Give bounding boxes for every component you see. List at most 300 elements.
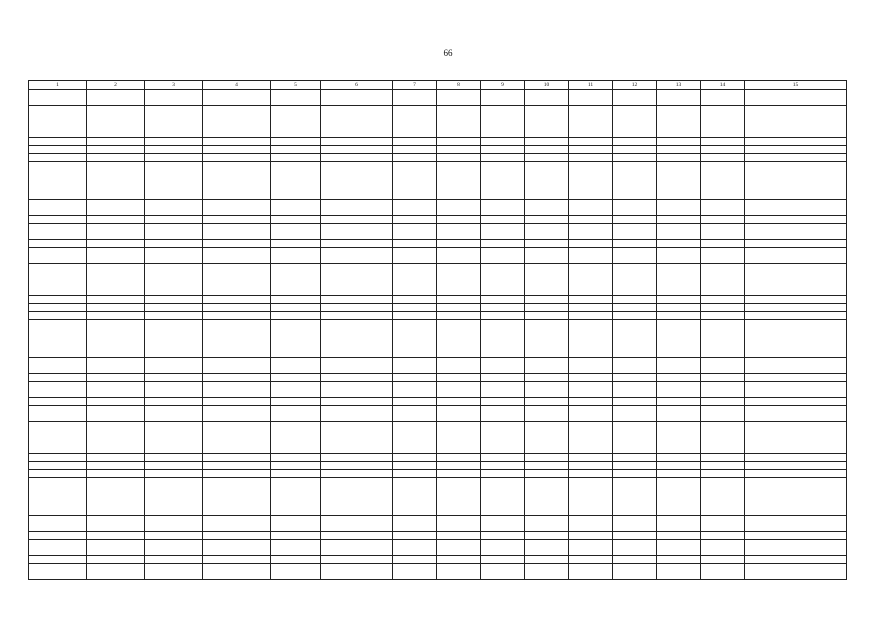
table-cell [271,374,321,382]
table-cell [525,564,569,580]
table-cell [569,540,613,556]
table-cell [145,296,203,304]
table-cell [87,358,145,374]
table-cell [481,304,525,312]
table-cell [393,296,437,304]
table-cell [569,516,613,532]
table-cell [481,406,525,422]
table-cell [271,304,321,312]
table-cell [321,154,393,162]
table-cell [613,564,657,580]
table-cell [657,516,701,532]
table-cell [745,532,847,540]
table-cell [271,406,321,422]
table-cell [613,540,657,556]
table-cell [393,248,437,264]
table-cell [393,358,437,374]
table-cell [745,422,847,454]
table-cell [701,556,745,564]
table-cell [613,224,657,240]
table-cell [525,200,569,216]
table-cell [393,406,437,422]
table-cell [613,240,657,248]
table-cell [525,422,569,454]
table-cell [393,312,437,320]
table-cell [29,398,87,406]
table-cell [393,470,437,478]
table-cell [525,240,569,248]
table-cell [745,478,847,516]
table-cell [569,304,613,312]
table-cell [613,162,657,200]
table-row [29,422,847,454]
table-cell [701,216,745,224]
column-number-10: 10 [525,81,569,90]
table-cell [657,374,701,382]
table-cell [613,296,657,304]
table-cell [321,374,393,382]
table-cell [393,154,437,162]
table-cell [437,382,481,398]
table-cell [481,374,525,382]
table-cell [29,540,87,556]
table-cell [393,162,437,200]
table-cell [203,106,271,138]
table-cell [701,532,745,540]
table-cell [701,470,745,478]
table-cell [321,200,393,216]
column-number-7: 7 [393,81,437,90]
table-cell [271,532,321,540]
table-cell [145,146,203,154]
table-cell [393,146,437,154]
table-cell [657,264,701,296]
table-cell [701,154,745,162]
table-cell [145,200,203,216]
table-cell [569,374,613,382]
table-cell [745,296,847,304]
table-cell [393,304,437,312]
table-cell [657,304,701,312]
table-cell [437,462,481,470]
table-cell [657,146,701,154]
table-cell [87,106,145,138]
table-cell [87,454,145,462]
table-cell [321,462,393,470]
table-cell [87,296,145,304]
table-cell [271,398,321,406]
table-cell [745,200,847,216]
table-cell [525,264,569,296]
table-cell [145,398,203,406]
table-cell [29,454,87,462]
table-cell [657,154,701,162]
table-cell [321,138,393,146]
table-cell [481,398,525,406]
table-cell [701,312,745,320]
table-cell [481,162,525,200]
table-cell [701,224,745,240]
table-cell [87,564,145,580]
table-cell [745,240,847,248]
table-cell [87,248,145,264]
table-cell [203,312,271,320]
table-cell [437,248,481,264]
table-cell [321,406,393,422]
table-cell [657,106,701,138]
table-cell [569,248,613,264]
table-cell [145,240,203,248]
table-cell [701,382,745,398]
table-cell [701,264,745,296]
table-cell [525,462,569,470]
table-cell [393,382,437,398]
table-cell [525,224,569,240]
table-row [29,162,847,200]
table-cell [87,540,145,556]
table-cell [613,422,657,454]
table-cell [321,478,393,516]
table-cell [657,358,701,374]
table-cell [481,516,525,532]
table-cell [701,200,745,216]
table-cell [701,398,745,406]
table-cell [613,406,657,422]
table-cell [29,106,87,138]
table-cell [745,304,847,312]
table-cell [271,312,321,320]
table-cell [569,532,613,540]
table-cell [481,422,525,454]
table-cell [393,374,437,382]
table-cell [203,224,271,240]
table-cell [87,382,145,398]
table-cell [613,146,657,154]
table-cell [437,406,481,422]
table-cell [701,146,745,154]
table-cell [481,154,525,162]
table-cell [657,470,701,478]
table-cell [525,90,569,106]
table-cell [745,406,847,422]
table-cell [29,138,87,146]
table-cell [569,90,613,106]
table-cell [481,90,525,106]
table-cell [569,296,613,304]
table-cell [745,320,847,358]
table-cell [745,564,847,580]
table-cell [745,264,847,296]
column-number-3: 3 [145,81,203,90]
table-cell [271,564,321,580]
table-cell [657,462,701,470]
table-cell [481,224,525,240]
table-cell [203,422,271,454]
table-cell [437,556,481,564]
table-cell [701,516,745,532]
table-cell [203,216,271,224]
table-cell [271,358,321,374]
table-cell [321,248,393,264]
column-number-13: 13 [657,81,701,90]
table-cell [481,320,525,358]
table-row [29,200,847,216]
table-cell [569,398,613,406]
table-cell [569,200,613,216]
table-cell [29,216,87,224]
table-cell [701,296,745,304]
table-cell [145,470,203,478]
table-row [29,564,847,580]
table-cell [569,406,613,422]
table-cell [29,200,87,216]
table-cell [393,556,437,564]
table-cell [525,398,569,406]
table-cell [745,312,847,320]
table-cell [437,312,481,320]
table-cell [203,358,271,374]
table-cell [29,478,87,516]
table-cell [145,162,203,200]
table-cell [29,462,87,470]
table-cell [87,200,145,216]
table-cell [29,162,87,200]
table-cell [525,540,569,556]
table-cell [613,200,657,216]
table-cell [745,106,847,138]
table-cell [145,264,203,296]
table-cell [481,470,525,478]
table-cell [437,304,481,312]
table-cell [203,320,271,358]
table-cell [437,216,481,224]
table-cell [569,240,613,248]
table-cell [657,162,701,200]
table-cell [203,478,271,516]
table-cell [145,422,203,454]
table-cell [393,462,437,470]
table-cell [525,162,569,200]
table-cell [701,374,745,382]
table-cell [87,398,145,406]
table-cell [271,540,321,556]
table-cell [437,296,481,304]
table-cell [145,320,203,358]
table-cell [203,406,271,422]
table-cell [569,264,613,296]
table-cell [145,216,203,224]
table-cell [271,556,321,564]
table-cell [203,532,271,540]
table-cell [745,556,847,564]
table-cell [437,532,481,540]
table-cell [321,304,393,312]
table-cell [481,240,525,248]
table-cell [437,240,481,248]
table-cell [569,564,613,580]
table-cell [29,532,87,540]
table-cell [203,454,271,462]
table-cell [613,154,657,162]
table-cell [393,516,437,532]
table-row [29,312,847,320]
table-cell [393,398,437,406]
table-cell [271,154,321,162]
table-cell [657,240,701,248]
table-cell [437,146,481,154]
table-cell [271,200,321,216]
table-cell [321,540,393,556]
table-cell [29,312,87,320]
table-cell [145,138,203,146]
column-number-14: 14 [701,81,745,90]
table-cell [701,304,745,312]
table-cell [203,516,271,532]
table-cell [29,296,87,304]
table-cell [87,240,145,248]
table-cell [437,264,481,296]
column-number-1: 1 [29,81,87,90]
table-cell [203,304,271,312]
table-cell [87,264,145,296]
table-cell [145,304,203,312]
table-cell [657,248,701,264]
table-cell [271,470,321,478]
table-cell [613,304,657,312]
table-cell [745,470,847,478]
table-cell [145,406,203,422]
table-cell [657,564,701,580]
table-cell [701,478,745,516]
column-number-12: 12 [613,81,657,90]
table-cell [87,162,145,200]
table-cell [29,422,87,454]
table-cell [29,516,87,532]
table-cell [87,224,145,240]
table-cell [613,470,657,478]
table-cell [321,216,393,224]
table-cell [203,90,271,106]
table-cell [145,462,203,470]
table-cell [29,146,87,154]
table-cell [321,532,393,540]
table-cell [657,478,701,516]
table-cell [271,224,321,240]
table-cell [203,374,271,382]
table-cell [657,216,701,224]
column-number-4: 4 [203,81,271,90]
table-cell [481,556,525,564]
table-cell [701,106,745,138]
table-cell [87,146,145,154]
table-cell [569,216,613,224]
table-cell [29,374,87,382]
table-cell [745,248,847,264]
table-cell [437,224,481,240]
table-cell [525,406,569,422]
table-cell [437,516,481,532]
table-cell [321,146,393,154]
table-cell [701,462,745,470]
table-cell [87,478,145,516]
table-cell [613,556,657,564]
table-cell [271,462,321,470]
budget-table [28,80,847,580]
table-cell [393,216,437,224]
table-cell [525,296,569,304]
table-cell [613,312,657,320]
table-cell [525,454,569,462]
table-cell [29,564,87,580]
table-cell [87,470,145,478]
table-cell [271,106,321,138]
table-cell [657,540,701,556]
table-cell [525,216,569,224]
table-cell [613,454,657,462]
column-number-8: 8 [437,81,481,90]
table-cell [657,454,701,462]
table-cell [145,516,203,532]
table-cell [745,146,847,154]
table-cell [87,138,145,146]
page-number: 66 [443,48,453,58]
table-row [29,264,847,296]
table-cell [145,382,203,398]
table-cell [569,478,613,516]
table-cell [203,264,271,296]
table-cell [481,264,525,296]
table-cell [203,162,271,200]
table-cell [657,320,701,358]
table-cell [701,90,745,106]
table-cell [569,162,613,200]
table-cell [145,90,203,106]
table-cell [29,556,87,564]
table-cell [271,320,321,358]
table-cell [203,470,271,478]
table-cell [613,532,657,540]
table-cell [481,564,525,580]
table-cell [393,264,437,296]
table-cell [569,320,613,358]
table-cell [87,422,145,454]
table-cell [145,358,203,374]
table-cell [321,320,393,358]
table-cell [271,516,321,532]
table-cell [569,312,613,320]
table-cell [29,382,87,398]
table-row [29,470,847,478]
table-cell [29,358,87,374]
table-cell [745,224,847,240]
table-cell [745,516,847,532]
table-cell [29,264,87,296]
table-cell [29,470,87,478]
table-row [29,382,847,398]
table-cell [525,138,569,146]
table-cell [745,462,847,470]
table-cell [525,320,569,358]
table-cell [271,454,321,462]
table-cell [569,556,613,564]
column-number-6: 6 [321,81,393,90]
table-row [29,478,847,516]
table-row [29,540,847,556]
table-cell [613,374,657,382]
table-cell [569,454,613,462]
table-cell [393,106,437,138]
table-cell [745,138,847,146]
